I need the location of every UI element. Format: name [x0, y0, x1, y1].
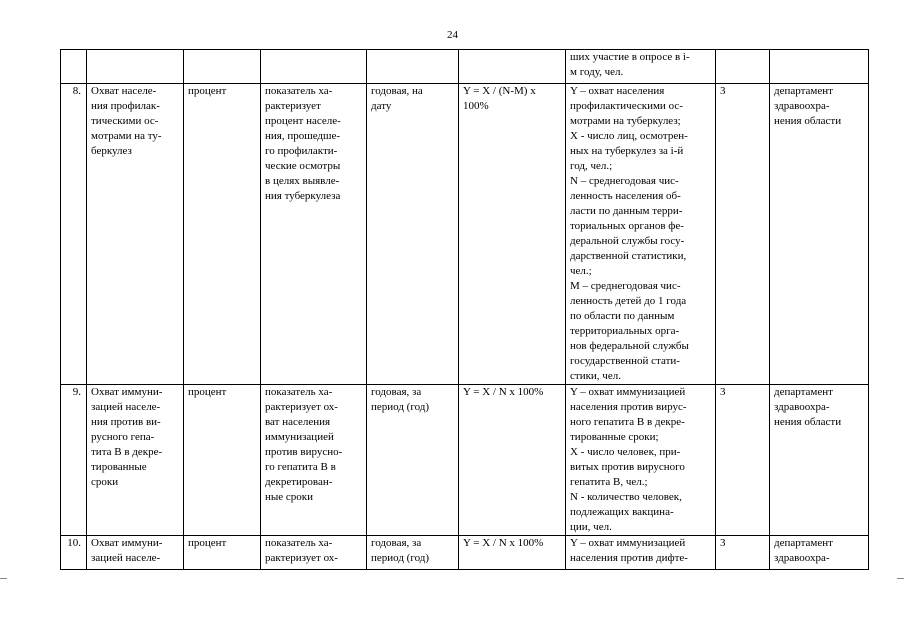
- indicator-name-cell: [87, 50, 184, 84]
- method-cell: 3: [716, 385, 770, 536]
- unit-cell: процент: [184, 385, 261, 536]
- table-row: [61, 536, 869, 570]
- row-number-cell: 10.: [61, 536, 87, 570]
- unit-cell: процент: [184, 84, 261, 385]
- variables-cell: Y – охват иммунизацией населения против дифте-: [566, 536, 716, 570]
- description-cell: показатель ха- рактеризует процент населе- ния, прошедше- го профилакти- ческие осмотры в целях выявле- ния туберкулеза: [261, 84, 367, 385]
- page-number: 24: [447, 29, 458, 41]
- responsible-cell: департамент здравоохра-: [770, 536, 869, 570]
- unit-cell: процент: [184, 536, 261, 570]
- table-row: [61, 50, 869, 84]
- responsible-cell: [770, 50, 869, 84]
- method-cell: 3: [716, 84, 770, 385]
- description-cell: показатель ха- рактеризует ох- ват населения иммунизацией против вирусно- го гепатита В в декретирован- ные сроки: [261, 385, 367, 536]
- period-cell: годовая, за период (год): [367, 536, 459, 570]
- page-edge-mark-left: [0, 578, 7, 579]
- variables-cell: Y – охват иммунизацией населения против вирус- ного гепатита В в декре- тированные сроки; X - число человек, при- витых против вирусного гепатита В, чел.; N - количество человек, подлежащих вакцина- ции, чел.: [566, 385, 716, 536]
- formula-cell: Y = X / N x 100%: [459, 385, 566, 536]
- formula-cell: Y = X / (N-M) x 100%: [459, 84, 566, 385]
- table-row: [61, 84, 869, 385]
- variables-cell: ших участие в опросе в i- м году, чел.: [566, 50, 716, 84]
- method-cell: [716, 50, 770, 84]
- description-cell: показатель ха- рактеризует ох-: [261, 536, 367, 570]
- formula-cell: Y = X / N x 100%: [459, 536, 566, 570]
- row-number-cell: 8.: [61, 84, 87, 385]
- period-cell: годовая, за период (год): [367, 385, 459, 536]
- page-edge-mark-right: [897, 578, 904, 579]
- indicators-table: [60, 49, 869, 570]
- variables-cell: Y – охват населения профилактическими ос- мотрами на туберкулез; X - число лиц, осмотрен- ных на туберкулез за i-й год, чел.; N – среднегодовая чис- ленность населения об- ласти по данным терри- ториальных органов фе- деральной службы госу- дарственной статистики, чел.; M – среднегодовая чис- ленность детей до 1 года по области по данным территориальных орга- нов федеральной службы государственной стати- стики, чел.: [566, 84, 716, 385]
- responsible-cell: департамент здравоохра- нения области: [770, 385, 869, 536]
- period-cell: [367, 50, 459, 84]
- method-cell: 3: [716, 536, 770, 570]
- formula-cell: [459, 50, 566, 84]
- row-number-cell: 9.: [61, 385, 87, 536]
- indicator-name-cell: Охват иммуни- зацией населе- ния против ви- русного гепа- тита В в декре- тированные сроки: [87, 385, 184, 536]
- indicator-name-cell: Охват иммуни- зацией населе-: [87, 536, 184, 570]
- description-cell: [261, 50, 367, 84]
- table-row: [61, 385, 869, 536]
- unit-cell: [184, 50, 261, 84]
- responsible-cell: департамент здравоохра- нения области: [770, 84, 869, 385]
- row-number-cell: [61, 50, 87, 84]
- indicator-name-cell: Охват населе- ния профилак- тическими ос- мотрами на ту- беркулез: [87, 84, 184, 385]
- period-cell: годовая, на дату: [367, 84, 459, 385]
